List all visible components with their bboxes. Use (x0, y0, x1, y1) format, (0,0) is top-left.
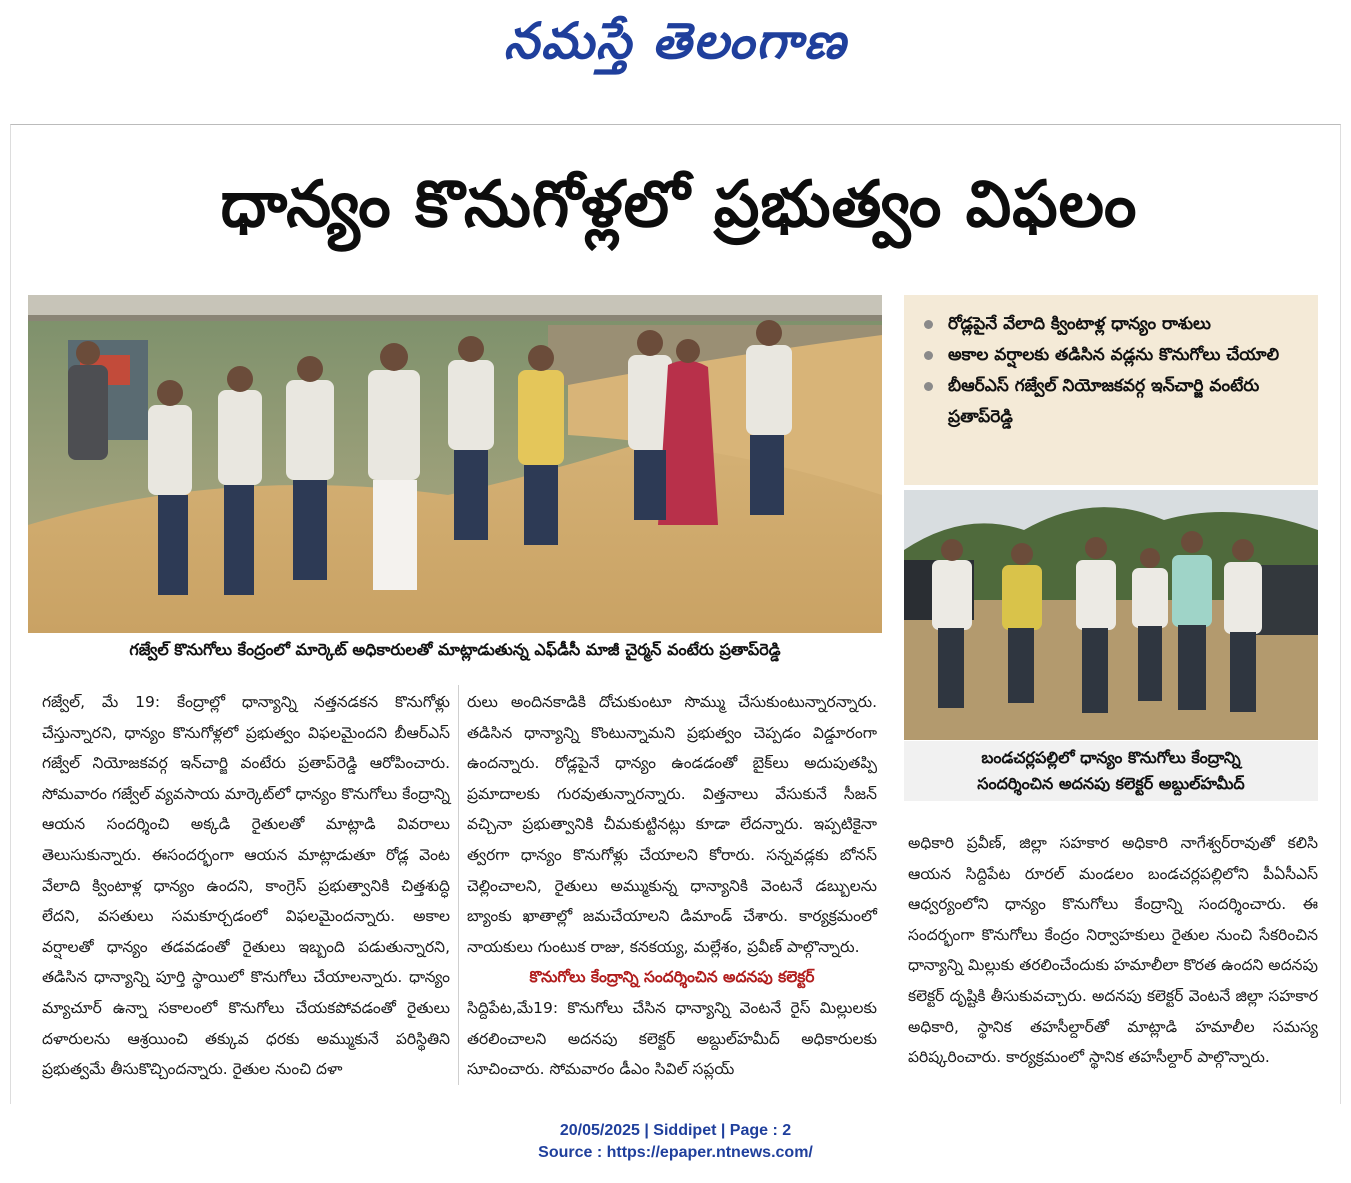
article-paragraph: రులు అందినకాడికి దోచుకుంటూ సొమ్ము చేసుకుంటున్నారన్నారు. తడిసిన ధాన్యాన్ని కొంటున్నామని ప్రభుత్వం చెప్పడం విడ్డూరంగా ఉందన్నారు. రోడ్లపైనే ధాన్యం ఉండడంతో బైక్‌లు అదుపుతప్పి ప్రమాదాలకు గురవుతున్నారన్నారు. విత్తనాలు వేసుకునే సీజన్ వచ్చినా ప్రభుత్వానికి చీమకుట్టినట్లు కూడా లేదన్నారు. ఇప్పటికైనా త్వరగా ధాన్యం కొనుగోళ్లు చేయాలని కోరారు. సన్నవడ్లకు బోనస్ చెల్లించాలని, రైతులు అమ్ముకున్న ధాన్యానికి వెంటనే డబ్బులను బ్యాంకు ఖాతాల్లో జమచేయాలని డిమాండ్ చేశారు. కార్యక్రమంలో నాయకులు గుంటుక రాజు, కనకయ్య, మల్లేశం, ప్రవీణ్ పాల్గొన్నారు. (467, 693, 877, 956)
highlight-item (918, 371, 1306, 433)
highlight-item (918, 340, 1306, 371)
bullet-icon (924, 382, 933, 391)
side-photo (904, 490, 1318, 740)
newspaper-title: నమస్తే తెలంగాణ (503, 11, 848, 70)
side-photo-caption (904, 741, 1318, 801)
highlights-box (904, 295, 1318, 485)
headline: ధాన్యం కొనుగోళ్లలో ప్రభుత్వం విఫలం (220, 168, 1138, 242)
side-caption-line: బండచర్లపల్లిలో ధాన్యం కొనుగోలు కేంద్రాన్ని (981, 748, 1241, 767)
highlight-text: బీఆర్ఎస్ గజ్వేల్ నియోజకవర్గ ఇన్‌చార్జి వంటేరు ప్రతాప్‌రెడ్డి (948, 376, 1260, 427)
subheading: కొనుగోలు కేంద్రాన్ని సందర్శించిన అదనపు కలెక్టర్ (529, 968, 815, 987)
article-paragraph: సిద్దిపేట,మే19: కొనుగోలు చేసిన ధాన్యాన్ని వెంటనే రైస్ మిల్లులకు తరలించాలని అదనపు కలెక్టర్ అబ్దుల్‌హమీద్ అధికారులకు సూచించారు. సోమవారం డీఎం సివిల్ సప్లయ్ (467, 998, 877, 1079)
article-column-1 (42, 687, 450, 1085)
highlight-item (918, 309, 1306, 340)
side-caption-line: సందర్శించిన అదనపు కలెక్టర్ అబ్దుల్‌హమీద్ (977, 774, 1245, 793)
footer-source[interactable]: Source : https://epaper.ntnews.com/ (538, 1144, 813, 1161)
column-divider (458, 685, 459, 1085)
highlight-text: అకాల వర్షాలకు తడిసిన వడ్లను కొనుగోలు చేయాలి (948, 345, 1280, 365)
masthead (0, 6, 1351, 76)
newspaper-clipping (10, 124, 1341, 1104)
article-column-2 (467, 687, 877, 1085)
article-paragraph: అధికారి ప్రవీణ్, జిల్లా సహకార అధికారి నాగేశ్వర్‌రావుతో కలిసి ఆయన సిద్దిపేట రూరల్ మండలం బండచర్లపల్లిలోని పీఏసీఎస్ ఆధ్వర్యంలోని ధాన్యం కొనుగోలు కేంద్రాన్ని సందర్శించారు. ఈ సందర్భంగా కొనుగోలు కేంద్రం నిర్వాహకులు రైతుల నుంచి సేకరించిన ధాన్యాన్ని మిల్లుకు తరలించేందుకు హమాలీలా కొరత ఉందని అదనపు కలెక్టర్ దృష్టికి తీసుకువచ్చారు. అదనపు కలెక్టర్ వెంటనే జిల్లా సహకార అధికారి, స్థానిక తహసీల్దార్‌తో మాట్లాడి హమాలీల సమస్య పరిష్కరించారు. కార్యక్రమంలో స్థానిక తహసీల్దార్ పాల్గొన్నారు. (908, 834, 1318, 1067)
article-paragraph: గజ్వేల్, మే 19: కేంద్రాల్లో ధాన్యాన్ని నత్తనడకన కొనుగోళ్లు చేస్తున్నారని, ధాన్యం కొనుగోళ్లలో ప్రభుత్వం విఫలమైందని బీఆర్ఎస్ గజ్వేల్ నియోజకవర్గ ఇన్‌చార్జి వంటేరు ప్రతాప్‌రెడ్డి ఆరోపించారు. సోమవారం గజ్వేల్ వ్యవసాయ మార్కెట్‌లో ధాన్యం కొనుగోలు కేంద్రాన్ని ఆయన సందర్శించి అక్కడి రైతులతో మాట్లాడి వివరాలు తెలుసుకున్నారు. ఈసందర్భంగా ఆయన మాట్లాడుతూ రోడ్ల వెంట వేలాది క్వింటాళ్ల ధాన్యం ఉందని, కాంగ్రెస్ ప్రభుత్వానికి చిత్తశుద్ధి లేదని, వసతులు సమకూర్చడంలో విఫలమైందన్నారు. అకాల వర్షాలతో ధాన్యం తడవడంతో రైతులు ఇబ్బంది పడుతున్నారని, తడిసిన ధాన్యాన్ని పూర్తి స్థాయిలో కొనుగోలు చేయాలన్నారు. ధాన్యం మ్యాచూర్ ఉన్నా సకాలంలో కొనుగోలు చేయకపోవడంతో రైతులు దళారులను ఆశ్రయించి తక్కువ ధరకు అమ్ముకునే పరిస్థితిని ప్రభుత్వమే తీసుకొచ్చిందన్నారు. రైతుల నుంచి దళా (42, 693, 450, 1079)
article-column-3 (908, 828, 1318, 1073)
main-photo-caption: గజ్వేల్ కొనుగోలు కేంద్రంలో మార్కెట్ అధికారులతో మాట్లాడుతున్న ఎఫ్‌డీసీ మాజీ చైర్మన్ వంటేరు ప్రతాప్‌రెడ్డి (129, 640, 781, 659)
footer-date-edition: 20/05/2025 | Siddipet | Page : 2 (559, 1122, 792, 1139)
main-photo (28, 295, 882, 633)
highlight-text: రోడ్లపైనే వేలాది క్వింటాళ్ల ధాన్యం రాశులు (948, 314, 1211, 334)
bullet-icon (924, 351, 933, 360)
bullet-icon (924, 320, 933, 329)
